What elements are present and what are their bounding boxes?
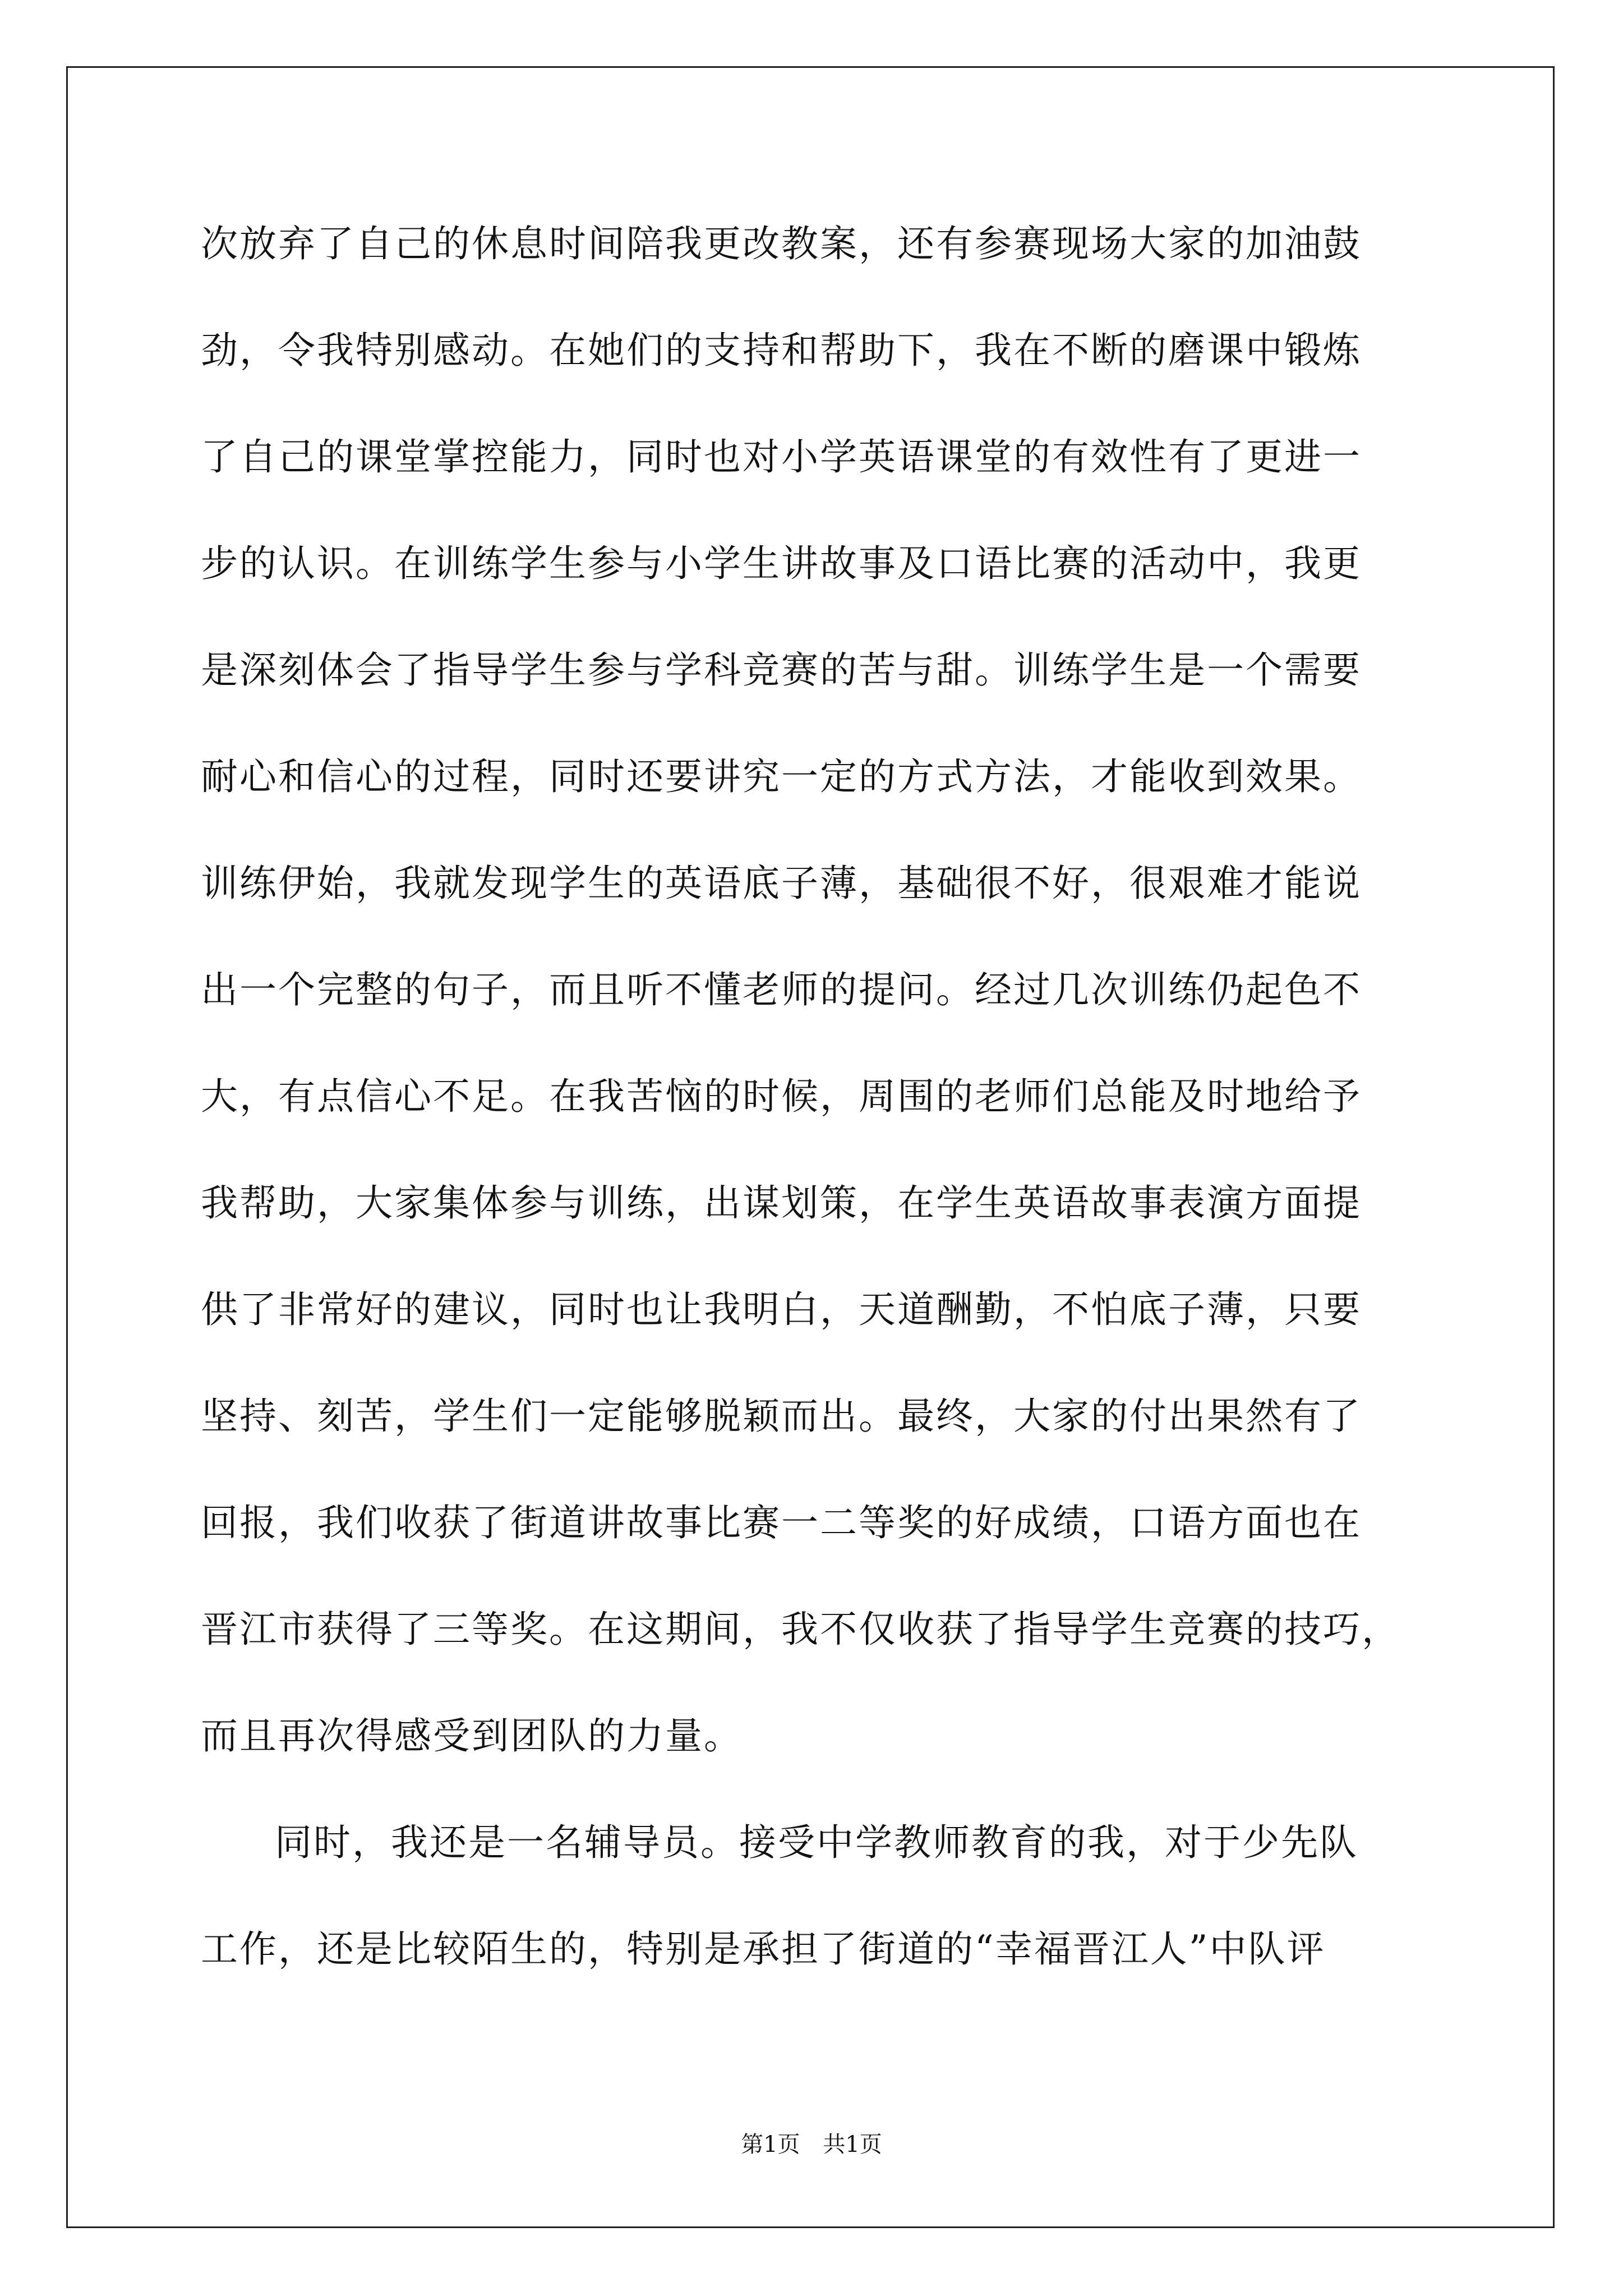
- text-line: 晋江市获得了三等奖。在这期间，我不仅收获了指导学生竞赛的技巧，: [201, 1608, 1400, 1651]
- text-line: 供了非常好的建议，同时也让我明白，天道酬勤，不怕底子薄，只要: [201, 1288, 1362, 1331]
- text-line: 耐心和信心的过程，同时还要讲究一定的方式方法，才能收到效果。: [201, 755, 1362, 798]
- document-body: [201, 216, 1423, 2028]
- page-footer: [0, 2131, 1623, 2159]
- text-line: 是深刻体会了指导学生参与学科竞赛的苦与甜。训练学生是一个需要: [201, 648, 1362, 692]
- text-line: 工作，还是比较陌生的，特别是承担了街道的“幸福晋江人”中队评: [201, 1927, 1326, 1971]
- text-line: 劲，令我特别感动。在她们的支持和帮助下，我在不断的磨课中锻炼: [201, 329, 1362, 372]
- text-line: 次放弃了自己的休息时间陪我更改教案，还有参赛现场大家的加油鼓: [201, 222, 1362, 265]
- text-line: 步的认识。在训练学生参与小学生讲故事及口语比赛的活动中，我更: [201, 542, 1362, 585]
- page-number-current: 第1页: [741, 2132, 800, 2157]
- text-line: 而且再次得感受到团队的力量。: [201, 1714, 743, 1757]
- paragraph-start-line: 同时，我还是一名辅导员。接受中学教师教育的我，对于少先队: [275, 1821, 1358, 1864]
- text-line: 我帮助，大家集体参与训练，出谋划策，在学生英语故事表演方面提: [201, 1181, 1362, 1225]
- text-line: 出一个完整的句子，而且听不懂老师的提问。经过几次训练仍起色不: [201, 968, 1362, 1011]
- text-line: 坚持、刻苦，学生们一定能够脱颖而出。最终，大家的付出果然有了: [201, 1395, 1362, 1438]
- text-line: 大，有点信心不足。在我苦恼的时候，周围的老师们总能及时地给予: [201, 1075, 1362, 1118]
- page-number-total: 共1页: [823, 2132, 882, 2157]
- text-line: 训练伊始，我就发现学生的英语底子薄，基础很不好，很艰难才能说: [201, 862, 1362, 905]
- text-line: 了自己的课堂掌控能力，同时也对小学英语课堂的有效性有了更进一: [201, 435, 1362, 478]
- text-line: 回报，我们收获了街道讲故事比赛一二等奖的好成绩，口语方面也在: [201, 1501, 1362, 1544]
